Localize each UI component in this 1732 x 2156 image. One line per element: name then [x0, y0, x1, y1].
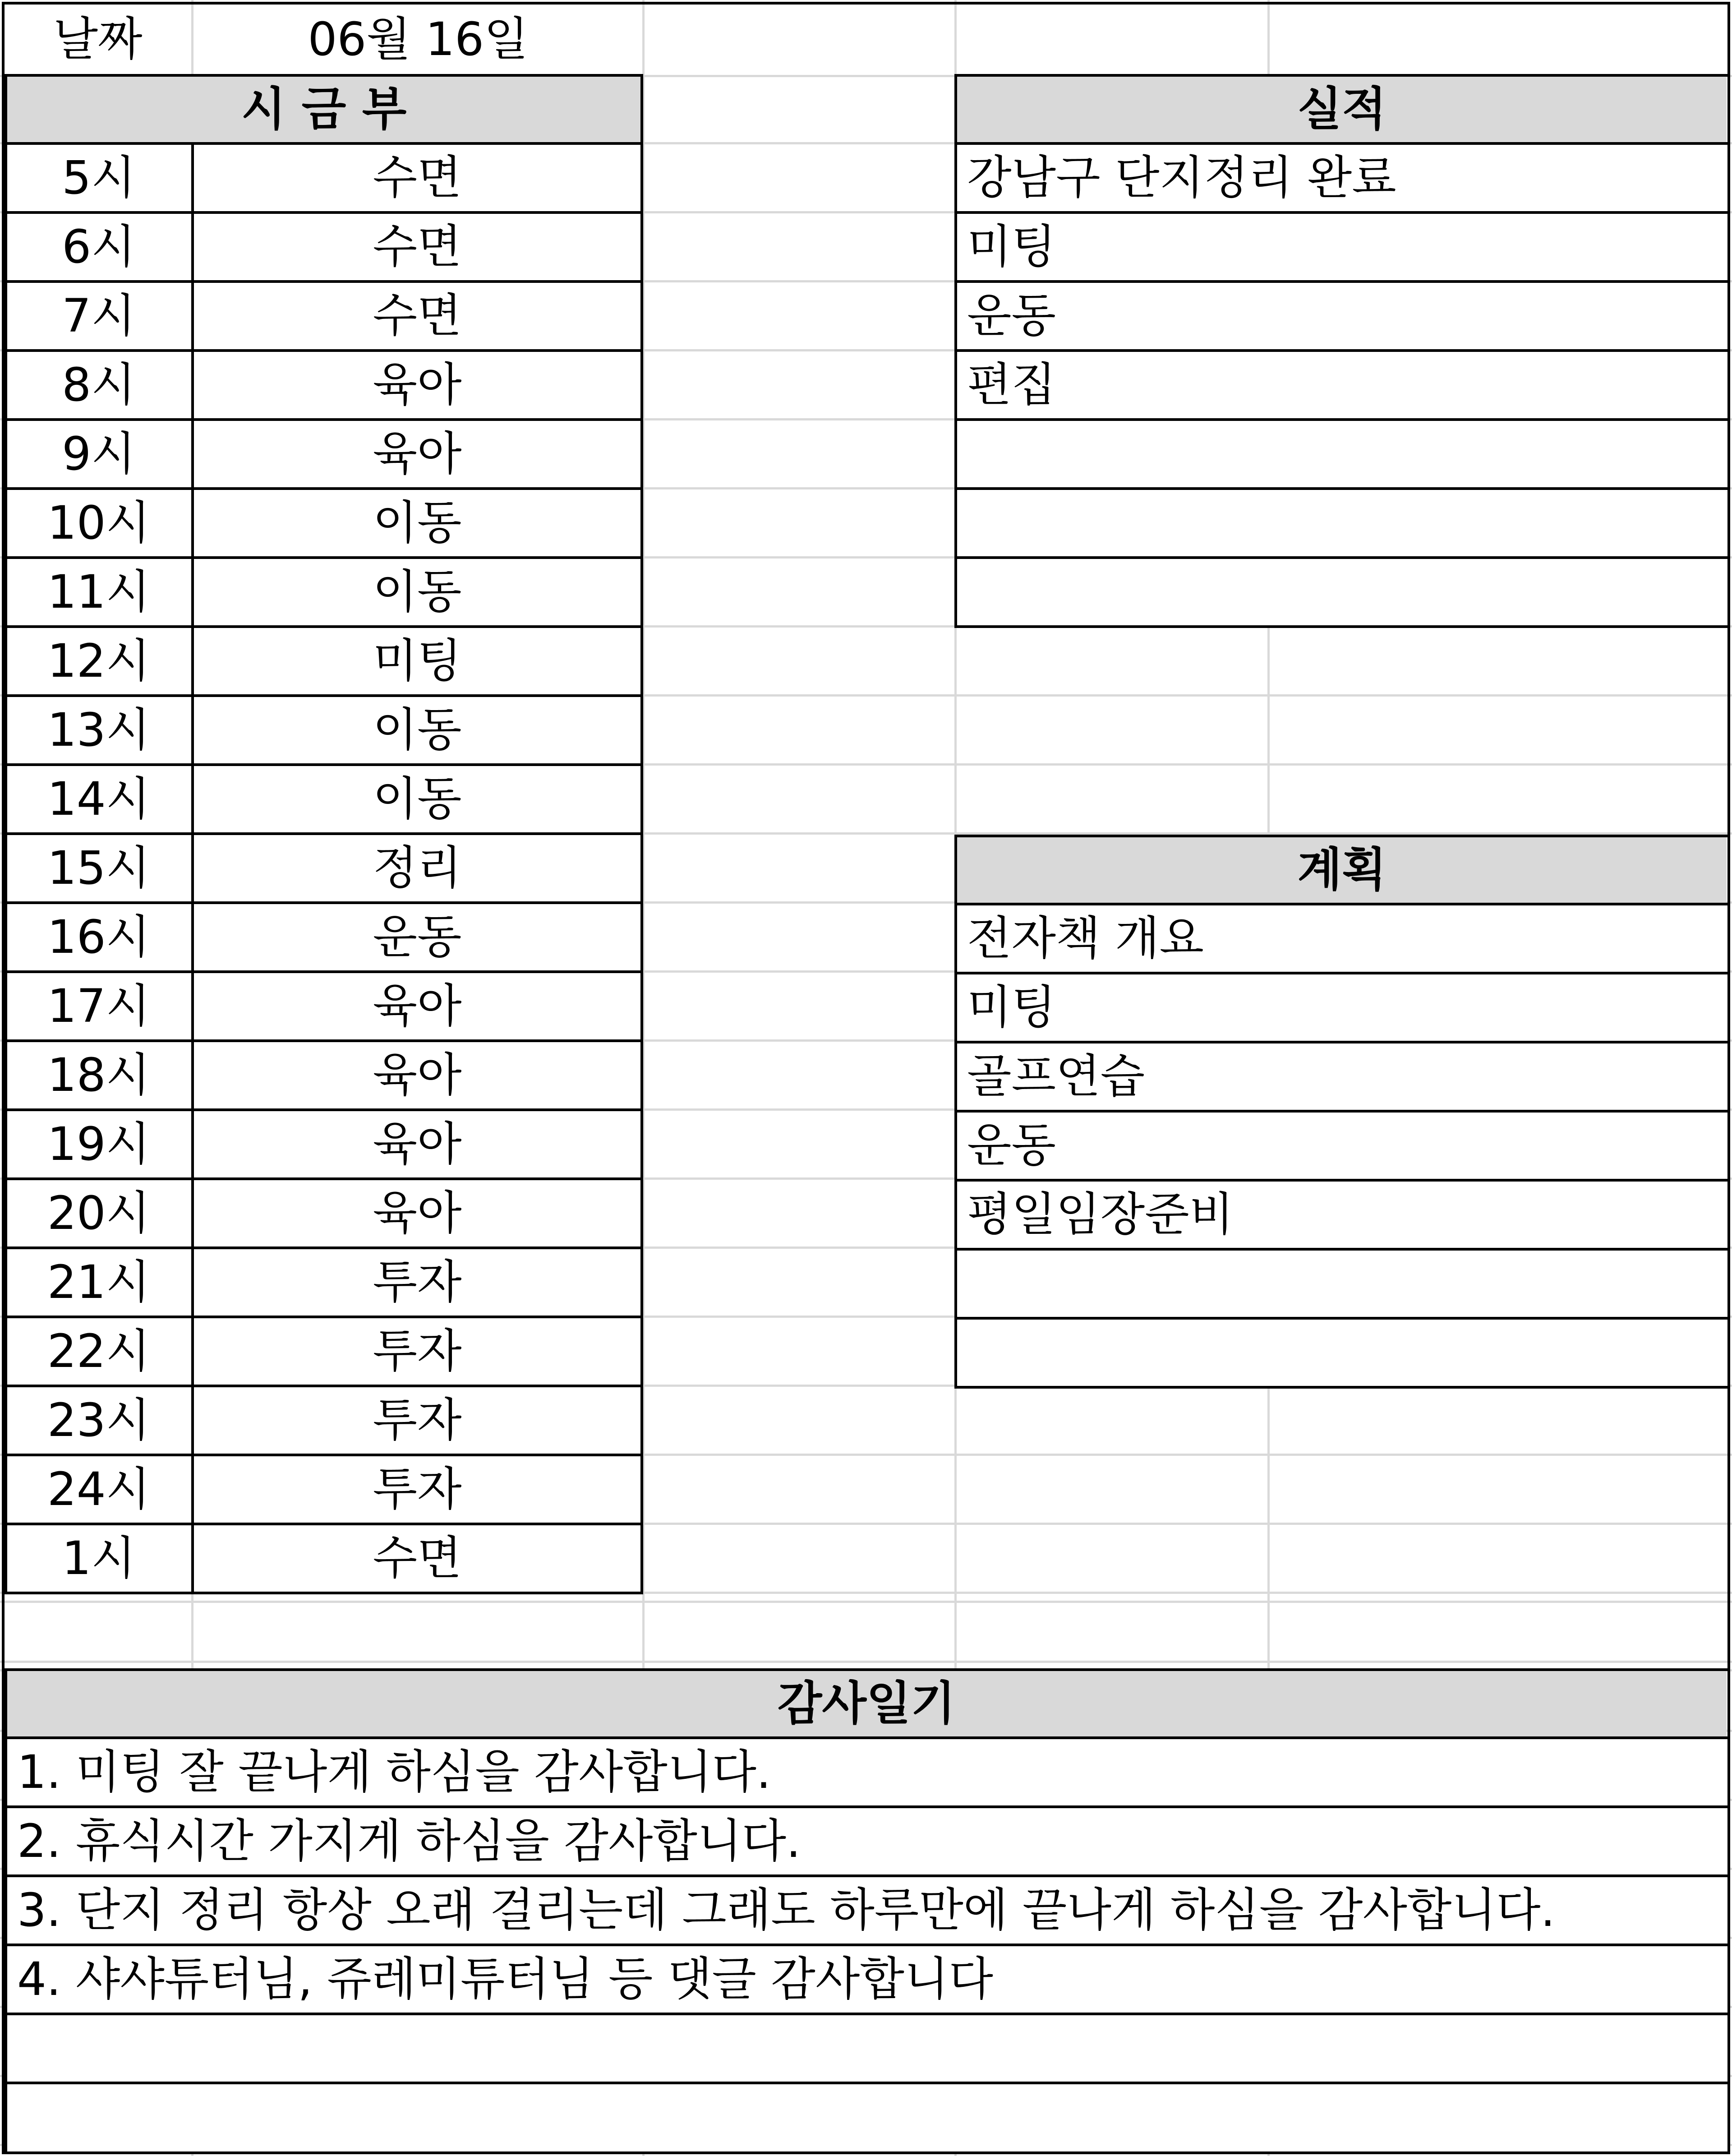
- gridline: [0, 1661, 1732, 1663]
- schedule-hour: 14시: [6, 765, 191, 834]
- schedule-activity[interactable]: 이동: [193, 489, 641, 558]
- gratitude-title: 감사일기: [6, 1671, 1727, 1737]
- schedule-hour: 5시: [6, 143, 191, 212]
- schedule-activity[interactable]: 운동: [193, 903, 641, 972]
- gridline: [0, 1601, 1732, 1603]
- gratitude-item[interactable]: 2. 휴식시간 가지게 하심을 감사합니다.: [6, 1807, 1727, 1876]
- plan-item[interactable]: [956, 1249, 1727, 1318]
- plan-item[interactable]: 운동: [956, 1111, 1727, 1180]
- schedule-activity[interactable]: 이동: [193, 558, 641, 627]
- schedule-activity[interactable]: 육아: [193, 351, 641, 420]
- gratitude-item[interactable]: [6, 2014, 1727, 2083]
- schedule-hour: 1시: [6, 1524, 191, 1593]
- plan-item[interactable]: 전자책 개요: [956, 904, 1727, 973]
- schedule-hour: 19시: [6, 1110, 191, 1179]
- schedule-activity[interactable]: 투자: [193, 1248, 641, 1317]
- achievement-item[interactable]: [956, 489, 1727, 558]
- schedule-activity[interactable]: 수면: [193, 143, 641, 212]
- schedule-hour: 13시: [6, 696, 191, 765]
- schedule-activity[interactable]: 미팅: [193, 627, 641, 696]
- schedule-activity[interactable]: 수면: [193, 1524, 641, 1593]
- schedule-activity[interactable]: 투자: [193, 1317, 641, 1386]
- schedule-title: 시 금 부: [6, 77, 641, 143]
- schedule-hour: 24시: [6, 1455, 191, 1524]
- schedule-hour: 8시: [6, 351, 191, 420]
- schedule-hour: 22시: [6, 1317, 191, 1386]
- plans-title: 계획: [957, 837, 1727, 903]
- gratitude-item[interactable]: [6, 2083, 1727, 2152]
- achievement-item[interactable]: [956, 558, 1727, 627]
- achievement-item[interactable]: 운동: [956, 282, 1727, 351]
- achievements-title: 실적: [957, 77, 1727, 143]
- schedule-hour: 7시: [6, 282, 191, 351]
- schedule-activity[interactable]: 투자: [193, 1455, 641, 1524]
- schedule-hour: 9시: [6, 420, 191, 489]
- plan-item[interactable]: 평일임장준비: [956, 1180, 1727, 1249]
- schedule-hour: 18시: [6, 1041, 191, 1110]
- schedule-hour: 16시: [6, 903, 191, 972]
- schedule-hour: 23시: [6, 1386, 191, 1455]
- schedule-activity[interactable]: 육아: [193, 1110, 641, 1179]
- schedule-hour: 10시: [6, 489, 191, 558]
- schedule-hour: 6시: [6, 212, 191, 282]
- schedule-activity[interactable]: 육아: [193, 972, 641, 1041]
- gratitude-item[interactable]: 3. 단지 정리 항상 오래 걸리는데 그래도 하루만에 끝나게 하심을 감사합니다.: [6, 1876, 1727, 1945]
- schedule-activity[interactable]: 육아: [193, 1179, 641, 1248]
- schedule-hour: 20시: [6, 1179, 191, 1248]
- schedule-hour: 12시: [6, 627, 191, 696]
- schedule-activity[interactable]: 육아: [193, 1041, 641, 1110]
- schedule-activity[interactable]: 수면: [193, 282, 641, 351]
- date-label: 날짜: [53, 13, 143, 66]
- achievement-item[interactable]: 강남구 단지정리 완료: [956, 143, 1727, 212]
- plan-item[interactable]: [956, 1318, 1727, 1387]
- schedule-activity[interactable]: 정리: [193, 834, 641, 903]
- achievement-item[interactable]: 편집: [956, 351, 1727, 420]
- plan-item[interactable]: 골프연습: [956, 1042, 1727, 1111]
- schedule-hour: 21시: [6, 1248, 191, 1317]
- schedule-hour: 11시: [6, 558, 191, 627]
- plan-item[interactable]: 미팅: [956, 973, 1727, 1042]
- schedule-activity[interactable]: 이동: [193, 696, 641, 765]
- achievement-item[interactable]: 미팅: [956, 212, 1727, 282]
- date-value[interactable]: 06월 16일: [308, 13, 529, 66]
- schedule-hour: 15시: [6, 834, 191, 903]
- achievement-item[interactable]: [956, 420, 1727, 489]
- schedule-activity[interactable]: 육아: [193, 420, 641, 489]
- schedule-activity[interactable]: 이동: [193, 765, 641, 834]
- gratitude-item[interactable]: 4. 샤샤튜터님, 쥬레미튜터님 등 댓글 감사합니다: [6, 1945, 1727, 2014]
- gratitude-item[interactable]: 1. 미팅 잘 끝나게 하심을 감사합니다.: [6, 1738, 1727, 1807]
- schedule-activity[interactable]: 투자: [193, 1386, 641, 1455]
- schedule-hour: 17시: [6, 972, 191, 1041]
- schedule-activity[interactable]: 수면: [193, 212, 641, 282]
